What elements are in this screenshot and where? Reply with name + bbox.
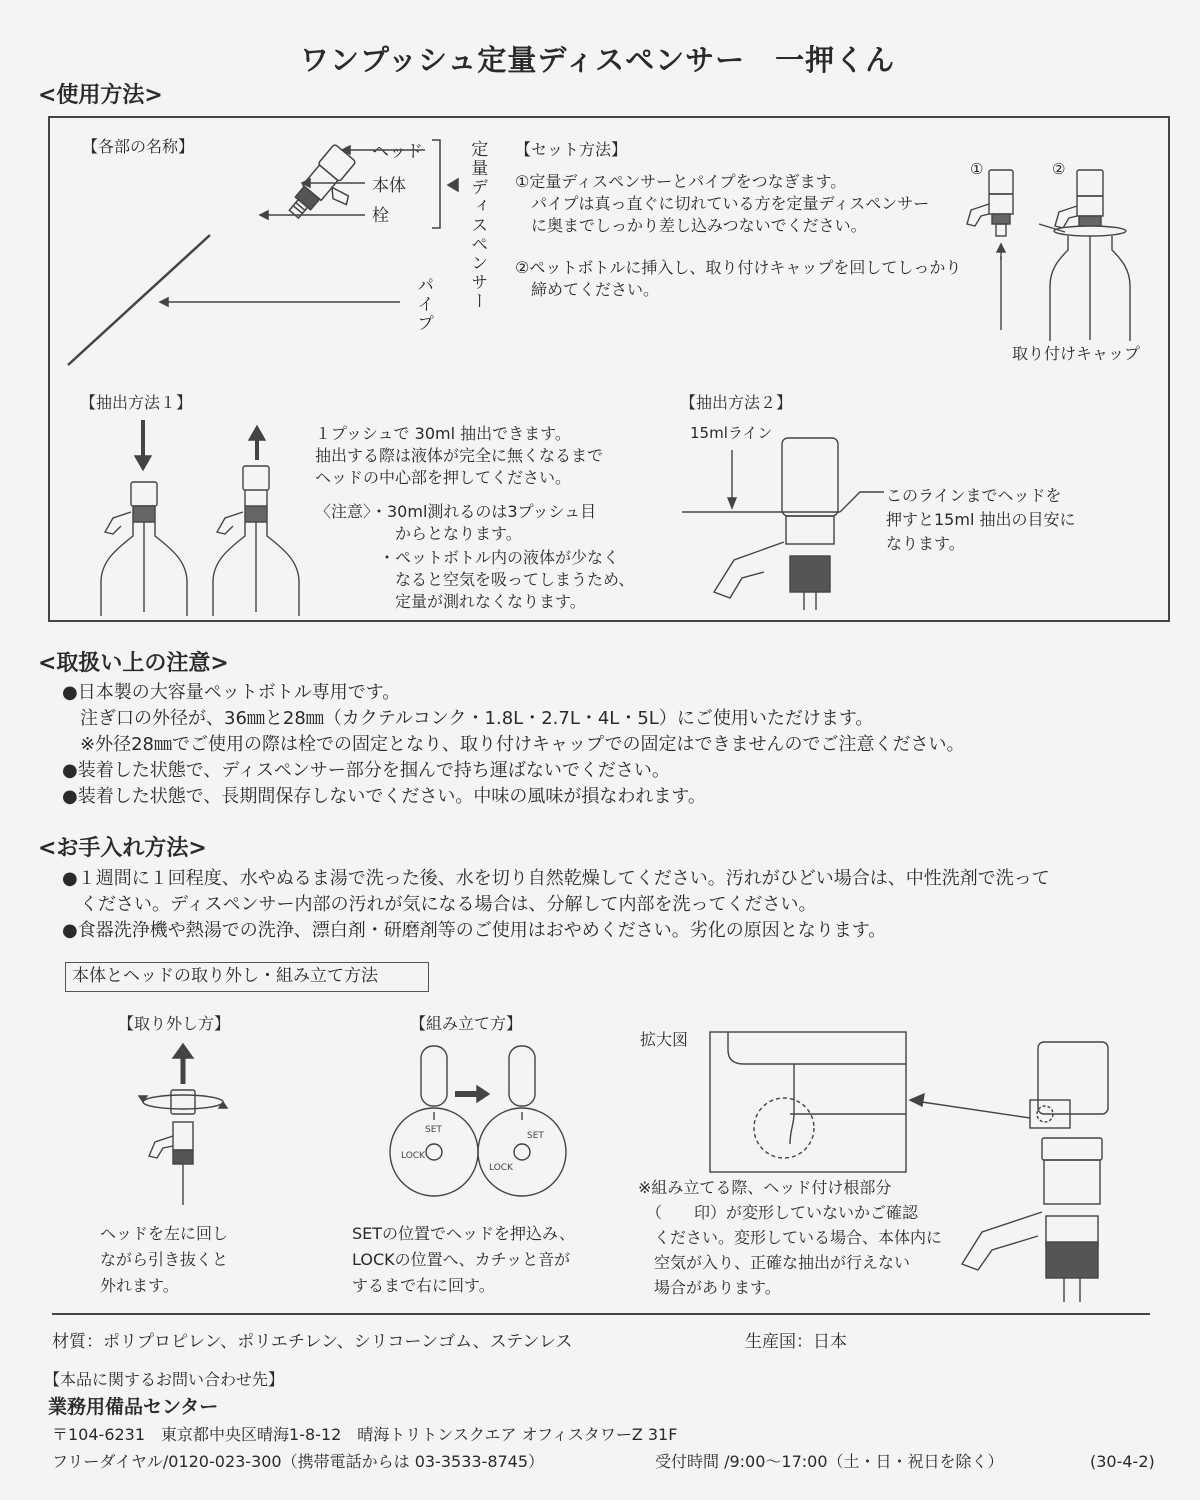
- handling-line3: ※外径28㎜でご使用の際は栓での固定となり、取り付けキャップでの固定はできませんのでご注意ください。: [62, 734, 965, 755]
- remove-line1: ヘッドを左に回し: [100, 1224, 229, 1243]
- usage-heading: <使用方法>: [38, 83, 163, 108]
- dispenser-vertical-label: 定量ディスペンサー: [467, 140, 488, 311]
- care-heading: <お手入れ方法>: [38, 836, 207, 861]
- company-name: 業務用備品センター: [48, 1396, 219, 1418]
- set-diagram: [955, 160, 1155, 345]
- document-code: (30-4-2): [1090, 1452, 1155, 1471]
- assemble-lock-text-2: LOCK: [489, 1163, 513, 1173]
- remove-line2: ながら引き抜くと: [100, 1250, 229, 1269]
- part-body-label: 本体: [372, 176, 406, 196]
- method1-label: 【抽出方法１】: [80, 393, 193, 412]
- assemble-set-text-1: SET: [425, 1125, 442, 1135]
- cap-label: 取り付けキャップ: [1012, 344, 1141, 363]
- remove-diagram: [135, 1040, 245, 1210]
- remove-line3: 外れます。: [100, 1276, 179, 1295]
- care-line1: ●１週間に１回程度、水やぬるま湯で洗った後、水を切り自然乾燥してください。汚れがひどい場合は、中性洗剤で洗って: [62, 868, 1050, 889]
- parts-diagram: [60, 130, 500, 380]
- part-head-label: ヘッド: [372, 142, 423, 162]
- method1-line3: ヘッドの中心部を押してください。: [315, 468, 572, 487]
- hours-text: 受付時間 /9:00～17:00（土・日・祝日を除く）: [655, 1452, 1004, 1471]
- method1-note1: 〈注意〉・30ml測れるのは3プッシュ目: [315, 502, 597, 521]
- set-step2-line2: 締めてください。: [515, 280, 660, 299]
- method1-diagram: [95, 412, 305, 617]
- handling-line1: ●日本製の大容量ペットボトル専用です。: [62, 682, 401, 703]
- handling-line5: ●装着した状態で、長期間保存しないでください。中味の風味が損なわれます。: [62, 786, 706, 807]
- phone-text: フリーダイヤル/0120-023-300（携帯電話からは 03-3533-8745）: [52, 1452, 545, 1471]
- method1-note2: からとなります。: [315, 524, 522, 543]
- line-15ml-label: 15mlライン: [690, 424, 773, 442]
- method2-diagram: [680, 430, 890, 620]
- assemble-line1: SETの位置でヘッドを押込み、: [352, 1224, 575, 1243]
- page-title: ワンプッシュ定量ディスペンサー 一押くん: [300, 43, 896, 77]
- contact-label: 【本品に関するお問い合わせ先】: [44, 1370, 285, 1389]
- method1-note5: 定量が測れなくなります。: [315, 592, 586, 611]
- zoom-line4: 空気が入り、正確な抽出が行えない: [638, 1253, 911, 1272]
- assemble-label: 【組み立て方】: [410, 1014, 523, 1033]
- set-step1-line3: に奥までしっかり差し込みつないでください。: [515, 216, 867, 235]
- method2-label: 【抽出方法２】: [680, 393, 793, 412]
- method2-line3: なります。: [886, 534, 965, 553]
- handling-heading: <取扱い上の注意>: [38, 651, 229, 676]
- set-step2-line1: ②ペットボトルに挿入し、取り付けキャップを回してしっかり: [515, 258, 962, 277]
- method1-note4: なると空気を吸ってしまうため、: [315, 570, 635, 589]
- method1-line1: １プッシュで 30ml 抽出できます。: [315, 424, 571, 443]
- parts-label: 【各部の名称】: [82, 137, 195, 156]
- set-step1-line1: ①定量ディスペンサーとパイプをつなぎます。: [515, 172, 847, 191]
- care-line2: ください。ディスペンサー内部の汚れが気になる場合は、分解して内部を洗ってください。: [62, 894, 817, 915]
- material-text: 材質：ポリプロピレン、ポリエチレン、シリコーンゴム、ステンレス: [52, 1332, 573, 1352]
- origin-text: 生産国：日本: [745, 1332, 847, 1352]
- method1-note3: ・ペットボトル内の液体が少なく: [315, 548, 620, 567]
- assemble-line2: LOCKの位置へ、カチッと音が: [352, 1250, 571, 1269]
- remove-label: 【取り外し方】: [118, 1014, 231, 1033]
- zoom-line5: 場合があります。: [638, 1278, 781, 1297]
- address-text: 〒104-6231 東京都中央区晴海1-8-12 晴海トリトンスクエア オフィスタワーZ 31F: [52, 1425, 678, 1444]
- zoom-line3: ください。変形している場合、本体内に: [638, 1228, 943, 1247]
- handling-line2: 注ぎ口の外径が、36㎜と28㎜（カクテルコンク・1.8L・2.7L・4L・5L）にご使用いただけます。: [62, 708, 874, 729]
- footer-divider: [52, 1313, 1150, 1315]
- handling-line4: ●装着した状態で、ディスペンサー部分を掴んで持ち運ばないでください。: [62, 760, 670, 781]
- method1-line2: 抽出する際は液体が完全に無くなるまで: [315, 446, 604, 465]
- zoom-label: 拡大図: [640, 1030, 689, 1049]
- assemble-line3: するまで右に回す。: [352, 1276, 495, 1295]
- method2-line1: このラインまでヘッドを: [886, 486, 1062, 505]
- care-line3: ●食器洗浄機や熱湯での洗浄、漂白剤・研磨剤等のご使用はおやめください。劣化の原因となります。: [62, 920, 887, 941]
- assemble-set-text-2: SET: [527, 1131, 544, 1141]
- part-plug-label: 栓: [372, 206, 389, 226]
- assemble-diagram: [385, 1040, 575, 1210]
- zoom-line2: （ 印）が変形していないかご確認: [638, 1203, 919, 1222]
- set-label: 【セット方法】: [515, 140, 628, 159]
- assemble-lock-text-1: LOCK: [401, 1151, 425, 1161]
- set-fig-num2: ②: [1052, 160, 1066, 178]
- assembly-tag: 本体とヘッドの取り外し・組み立て方法: [72, 966, 378, 986]
- set-fig-num1: ①: [970, 160, 984, 178]
- method2-line2: 押すと15ml 抽出の目安に: [886, 510, 1076, 529]
- zoom-line1: ※組み立てる際、ヘッド付け根部分: [638, 1178, 892, 1197]
- pipe-vertical-label: パイプ: [413, 276, 434, 333]
- zoom-diagram: [700, 1030, 1160, 1310]
- set-step1-line2: パイプは真っ直ぐに切れている方を定量ディスペンサー: [515, 194, 930, 213]
